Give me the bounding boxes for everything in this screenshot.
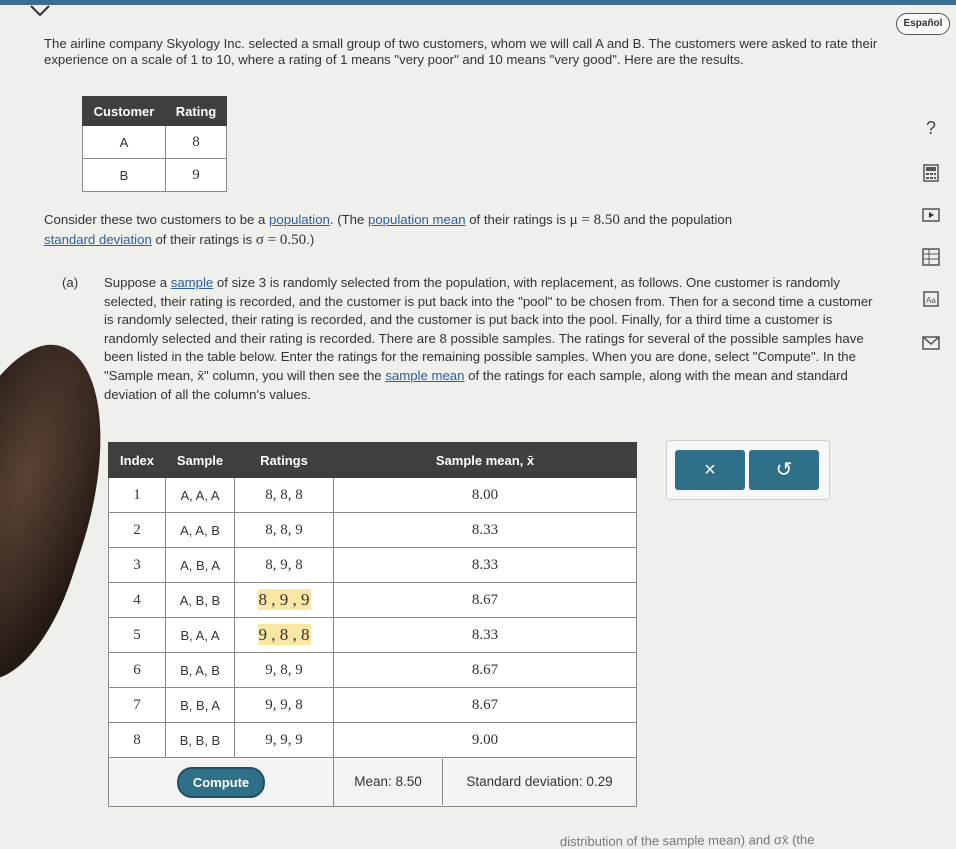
mean-cell: 8.67 [334,653,637,688]
svg-text:Aa: Aa [926,296,936,305]
mean-cell: 9.00 [334,723,637,758]
sample-cell: B, A, A [166,618,235,653]
collapse-chevron-icon[interactable] [28,4,52,18]
rating-cell: 9 [166,159,227,192]
sample-cell: A, B, A [166,548,235,583]
top-bar [0,0,956,5]
sigma-value: σ = 0.50 [255,232,307,248]
index-cell: 4 [109,583,166,618]
table-row [109,688,637,723]
sample-cell: B, A, B [166,653,235,688]
text: Consider these two customers to be a [44,212,270,227]
ratings-cell: 8, 8, 8 [235,478,334,513]
glossary-icon[interactable] [922,290,940,308]
mean-cell: 8.33 [334,513,637,548]
table-row [109,583,637,618]
table-row [109,478,637,513]
index-cell: 5 [109,618,166,653]
close-icon: × [704,459,716,481]
part-a-body [104,274,884,404]
population-link[interactable]: population [269,212,330,227]
column-header: Index [109,443,166,478]
mean-cell: 8.33 [334,618,637,653]
population-paragraph [44,210,884,250]
undo-button[interactable] [749,450,819,490]
answer-tools [666,440,830,500]
table-row [109,723,637,758]
sample-cell: B, B, B [166,723,235,758]
index-cell: 2 [109,513,166,548]
index-cell: 3 [109,548,166,583]
data-table-icon[interactable] [922,248,940,266]
sample-cell: A, A, A [166,478,235,513]
compute-cell [109,758,334,807]
rating-cell: 8 [166,126,227,159]
compute-button[interactable]: Compute [177,767,265,798]
ratings-cell: 8, 8, 9 [235,513,334,548]
population-mean-link[interactable]: population mean [368,212,466,227]
index-cell: 7 [109,688,166,723]
customer-cell: B [83,159,166,192]
table-row [109,618,637,653]
sample-cell: B, B, A [166,688,235,723]
column-header: Sample [166,443,235,478]
mean-summary: Mean: 8.50 [334,759,443,805]
clear-button[interactable] [675,450,745,490]
entered-ratings[interactable]: 9 , 8 , 8 [258,625,310,644]
ratings-input-cell[interactable] [235,583,334,618]
sample-cell: A, A, B [166,513,235,548]
ratings-cell: 9, 9, 8 [235,688,334,723]
customer-cell: A [83,126,166,159]
column-header: Rating [166,97,227,126]
intro-text: The airline company Skyology Inc. selected a small group of two customers, whom we will call A and B. The customers were asked to rate their experience on a scale of 1 to 10, where a rating of 1 means "very poor" and 10 means "very good". Here are the results. [44,36,878,67]
entered-ratings[interactable]: 8 , 9 , 9 [258,590,310,609]
mean-cell: 8.67 [334,583,637,618]
column-header: Ratings [235,443,334,478]
standard-deviation-link[interactable]: standard deviation [44,232,152,247]
undo-icon: ↺ [775,459,793,481]
index-cell: 8 [109,723,166,758]
video-icon[interactable] [922,206,940,224]
mean-cell: 8.00 [334,478,637,513]
summary-row [109,758,637,807]
sample-mean-link[interactable]: sample mean [385,367,465,383]
table-row [109,653,637,688]
ratings-cell: 9, 9, 9 [235,723,334,758]
calculator-icon[interactable] [922,164,940,182]
summary-cell [334,758,637,807]
samples-table [108,442,637,807]
mean-cell: 8.33 [334,548,637,583]
text: of size 3 is randomly selected from the population, with replacement, as follows. One customer is randomly selected, their rating is recorded, and the customer is put back into the "pool" to be chosen from. Then for a second time a customer is randomly selected, their rating is recorded, and the customer is put back into the pool. Finally, for a third time a customer is randomly selected and their rating is recorded. There are 8 possible samples. The ratings for several of the possible samples have been listed in the table below. Enter the ratings for the remaining possible samples. When you are done, select "Compute". In the "Sample mean, x̄" column, you will then see the [104,275,873,383]
index-cell: 6 [109,653,166,688]
mu-value: μ = 8.50 [569,212,620,228]
text: . (The [329,212,369,227]
text: of their ratings is [465,212,570,227]
help-icon[interactable]: ? [926,118,937,138]
text: of their ratings is [151,232,256,247]
table-row [109,548,637,583]
customers-table [82,96,227,192]
ratings-cell: 9, 8, 9 [235,653,334,688]
sd-summary: Standard deviation: 0.29 [466,774,613,789]
mean-cell: 8.67 [334,688,637,723]
text: Suppose a [104,275,171,290]
language-button[interactable]: Español [896,13,950,35]
text: .) [306,232,315,247]
cutoff-text: distribution of the sample mean) and σx̄ (the [559,831,815,849]
ratings-cell: 8, 9, 8 [235,548,334,583]
index-cell: 1 [109,478,166,513]
text: of the ratings for each sample, along with the mean and standard deviation of all the column's values. [104,367,848,402]
table-row [109,513,637,548]
part-label: (a) [62,275,79,290]
text: and the population [619,212,733,227]
sample-cell: A, B, B [166,583,235,618]
column-header: Sample mean, x̄ [334,443,637,478]
email-icon[interactable] [922,334,940,352]
sample-link[interactable]: sample [170,275,214,290]
ratings-input-cell[interactable] [235,618,334,653]
column-header: Customer [83,97,166,126]
